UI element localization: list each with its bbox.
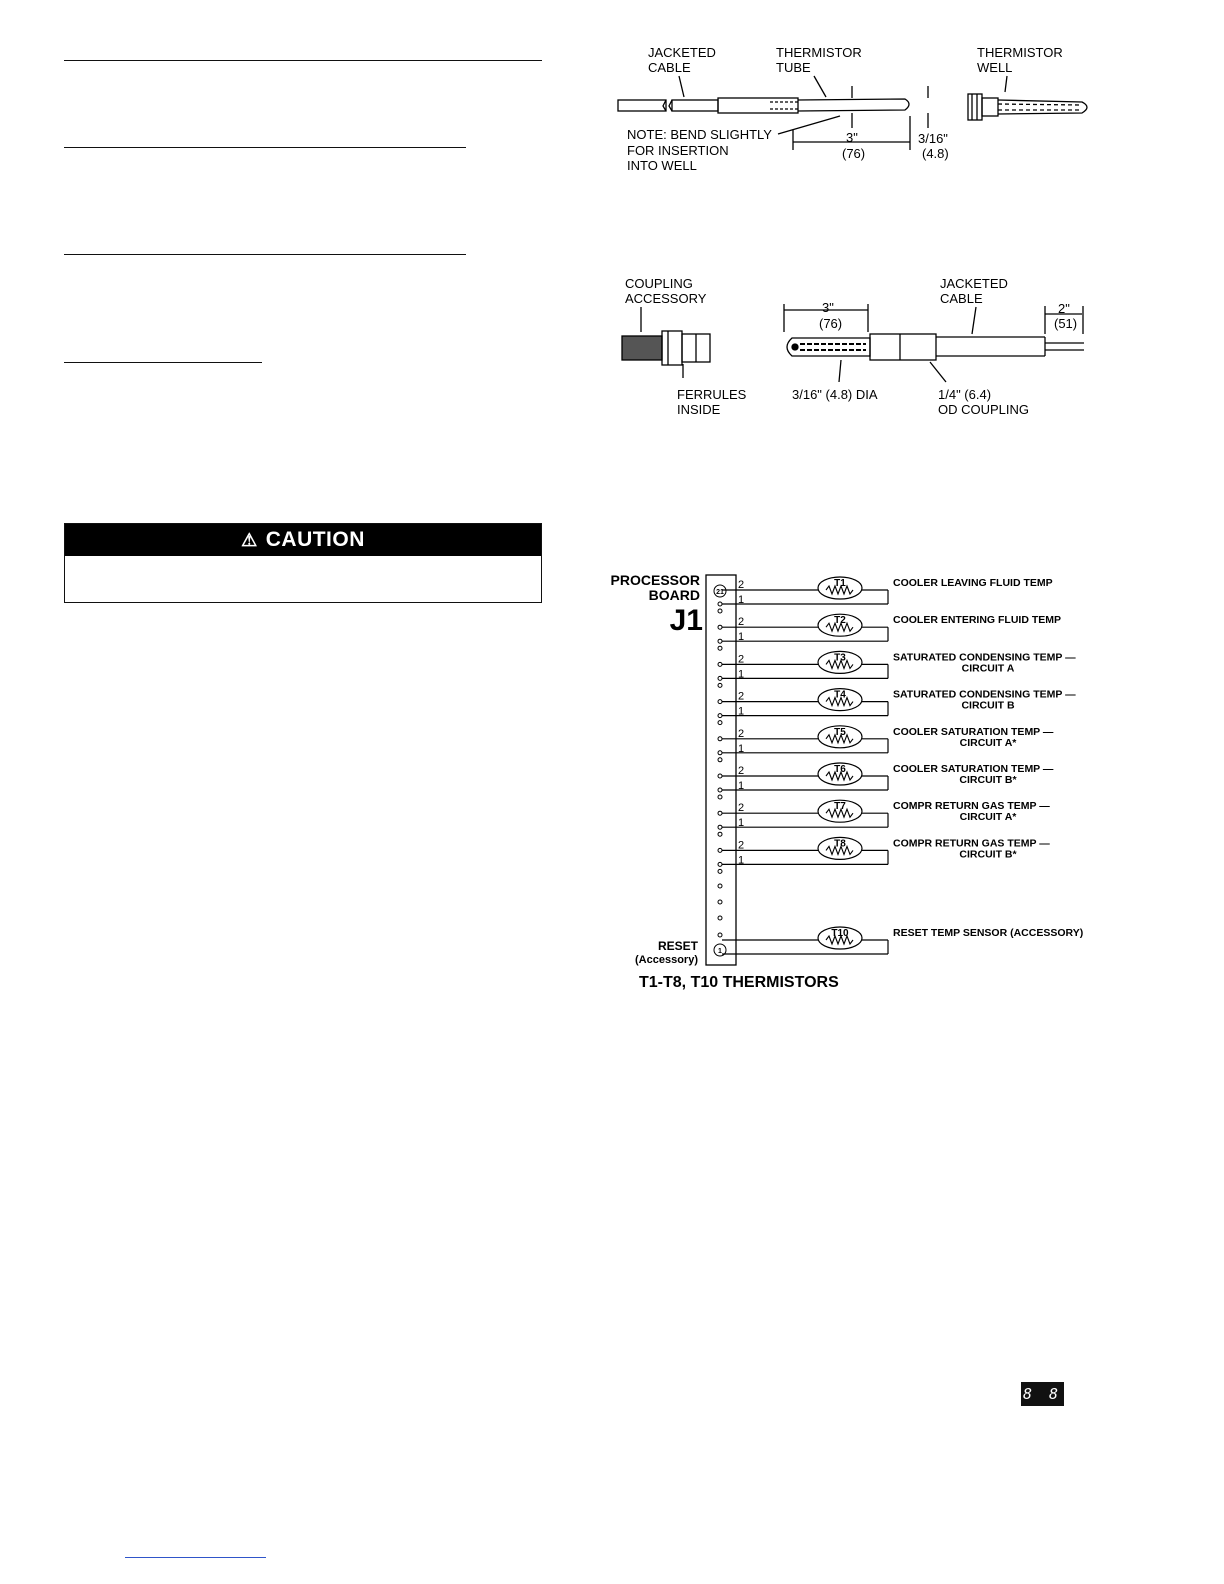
pin-21-label: 21	[716, 589, 724, 596]
probe-tip	[787, 338, 870, 356]
wire-number: 1	[738, 742, 745, 755]
thermistor-id: T4	[834, 689, 846, 701]
thermistor-id: T2	[834, 615, 846, 627]
thermistor-id: T1	[834, 578, 846, 589]
arrow-bend-note	[778, 116, 840, 134]
arrow-thermistor-well	[1005, 76, 1007, 92]
pin-dot	[718, 832, 722, 836]
thermistor-id: T8	[834, 838, 846, 850]
arrow-dia	[839, 360, 841, 382]
pin-dot	[718, 825, 722, 829]
thermistor-description: COOLER SATURATION TEMP —	[893, 763, 1054, 775]
coupling-dim-3in: 3"	[822, 300, 834, 315]
pin-dot	[718, 700, 722, 704]
thermistor-id: T6	[834, 764, 846, 775]
processor-label-1: PROCESSOR	[610, 572, 700, 588]
thermistor-tube-label-2: TUBE	[776, 60, 811, 75]
note-label-2: FOR INSERTION	[627, 143, 729, 158]
cable-segment-right	[672, 100, 718, 111]
pin-dot	[718, 639, 722, 643]
thermistor-id: T7	[834, 801, 846, 813]
thermistor-tube-shape	[798, 99, 909, 111]
arrow-od-coupling	[930, 362, 946, 382]
thermistor-id: T3	[834, 652, 846, 664]
wire-number: 1	[738, 631, 745, 644]
pin-dot	[718, 676, 722, 680]
coupling-jacketed-label-2: CABLE	[940, 291, 983, 306]
thermistor-description-line2: CIRCUIT B	[961, 699, 1015, 712]
coupling-accessory-label-1: COUPLING	[625, 276, 693, 291]
thermistor-description: RESET TEMP SENSOR (ACCESSORY)	[893, 927, 1084, 939]
coupling-accessory-label-2: ACCESSORY	[625, 291, 707, 306]
connector-block	[706, 575, 736, 965]
wiring-figure	[611, 572, 1084, 991]
thermistor-description: COMPR RETURN GAS TEMP —	[893, 837, 1050, 850]
footer-link-underline	[125, 1557, 266, 1558]
note-label-1: NOTE: BEND SLIGHTLY	[627, 127, 772, 142]
wire-number: 2	[738, 616, 745, 629]
caution-title: CAUTION	[265, 528, 365, 551]
od-coupling	[870, 334, 936, 360]
wire-number: 2	[738, 690, 745, 703]
wire-number: 1	[738, 594, 745, 606]
dim-316-label: 3/16"	[918, 131, 948, 146]
coupling-dim-51: (51)	[1054, 316, 1078, 331]
pin-dot	[718, 683, 722, 687]
wire-number: 2	[738, 839, 745, 852]
wire-number: 1	[738, 817, 745, 830]
led-display-icon	[1021, 1382, 1064, 1406]
wire-number: 1	[738, 668, 745, 681]
warning-triangle-icon: ⚠	[241, 529, 258, 550]
dim-3in-label: 3"	[846, 130, 858, 145]
pin-dot	[718, 758, 722, 762]
pin-dot	[718, 811, 722, 815]
thermistor-description-line2: CIRCUIT A*	[959, 811, 1017, 824]
wire-number: 2	[738, 765, 745, 777]
jacketed-cable-label-2: CABLE	[648, 60, 691, 75]
dia-label: 3/16" (4.8) DIA	[792, 387, 878, 402]
pin-1-label: 1	[718, 948, 722, 955]
led-display-digits: 8 8	[1022, 1385, 1063, 1403]
well-hex-nut	[968, 94, 982, 120]
coupling-jacketed-label-1: JACKETED	[940, 276, 1008, 291]
well-hidden-line-1	[998, 104, 1080, 105]
pin-dot	[718, 714, 722, 718]
pin-dot	[718, 737, 722, 741]
coupling-nut-1	[662, 331, 682, 365]
pin-dot	[718, 848, 722, 852]
arrow-jacketed-cable	[679, 76, 684, 97]
note-label-3: INTO WELL	[627, 158, 697, 173]
pin-dot	[718, 916, 722, 920]
thermistor-well-label-2: WELL	[977, 60, 1013, 75]
pin-dot	[718, 933, 722, 937]
probe-sensor	[792, 344, 798, 350]
thermistor-id: T10	[831, 928, 849, 939]
pin-dot	[718, 869, 722, 873]
thermistor-description: SATURATED CONDENSING TEMP —	[893, 651, 1076, 664]
thermistor-description-line2: CIRCUIT A*	[959, 736, 1017, 749]
pin-dot	[718, 751, 722, 755]
coupling-dim-76: (76)	[819, 316, 843, 331]
pin-dot	[718, 788, 722, 792]
pin-dot	[718, 884, 722, 888]
cable-segment-left	[618, 100, 666, 111]
pin-dot	[718, 602, 722, 606]
wire-number: 2	[738, 653, 745, 666]
coupling-figure	[622, 276, 1084, 417]
well-body	[998, 100, 1087, 114]
pin-dot	[718, 795, 722, 799]
thermistor-description: COOLER LEAVING FLUID TEMP	[893, 577, 1053, 589]
wire-number: 1	[738, 854, 745, 867]
pin-dot	[718, 625, 722, 629]
coupling-dim-2in: 2"	[1058, 301, 1070, 316]
coupling-sleeve	[718, 98, 798, 113]
coupling-thread	[622, 336, 662, 360]
arrow-jacketed-cable-2	[972, 307, 976, 334]
od-coupling-label-2: OD COUPLING	[938, 402, 1030, 417]
arrow-thermistor-tube	[814, 76, 826, 97]
pin-dot	[718, 900, 722, 904]
thermistor-description: COMPR RETURN GAS TEMP —	[893, 800, 1050, 813]
wire-number: 2	[738, 727, 745, 740]
thermistor-rows	[718, 577, 1083, 954]
thermistor-tube-figure	[618, 45, 1087, 173]
processor-label-2: BOARD	[648, 587, 700, 603]
thermistor-description: COOLER ENTERING FLUID TEMP	[893, 614, 1061, 627]
pin-dot	[718, 774, 722, 778]
dim-48-label: (4.8)	[922, 146, 949, 161]
well-fitting	[982, 98, 998, 116]
wire-number: 2	[738, 579, 745, 591]
wire-number: 1	[738, 705, 745, 718]
ferrules-label-2: INSIDE	[677, 402, 721, 417]
wiring-caption: T1-T8, T10 THERMISTORS	[639, 974, 839, 991]
pin-dot	[718, 609, 722, 613]
reset-label-2: (Accessory)	[635, 954, 698, 966]
jacketed-cable-label-1: JACKETED	[648, 45, 716, 60]
thermistor-id: T5	[834, 726, 846, 738]
dim-76-label: (76)	[842, 146, 866, 161]
pin-dot	[718, 721, 722, 725]
thermistor-description: SATURATED CONDENSING TEMP —	[893, 688, 1076, 701]
reset-label-1: RESET	[657, 939, 698, 953]
wire-number: 1	[738, 780, 745, 792]
wire-number: 2	[738, 802, 745, 815]
pin-dot	[718, 646, 722, 650]
thermistor-tube-label-1: THERMISTOR	[776, 45, 862, 60]
pin-dot	[718, 662, 722, 666]
od-coupling-label-1: 1/4" (6.4)	[938, 387, 992, 402]
thermistor-well-label-1: THERMISTOR	[977, 45, 1063, 60]
thermistor-description-line2: CIRCUIT B*	[959, 848, 1017, 861]
thermistor-description-line2: CIRCUIT A	[961, 662, 1015, 675]
ferrules-label-1: FERRULES	[677, 387, 747, 402]
thermistor-description: COOLER SATURATION TEMP —	[893, 725, 1054, 738]
thermistor-description-line2: CIRCUIT B*	[959, 774, 1017, 786]
pin-dot	[718, 862, 722, 866]
connector-j1-label: J1	[669, 604, 703, 637]
